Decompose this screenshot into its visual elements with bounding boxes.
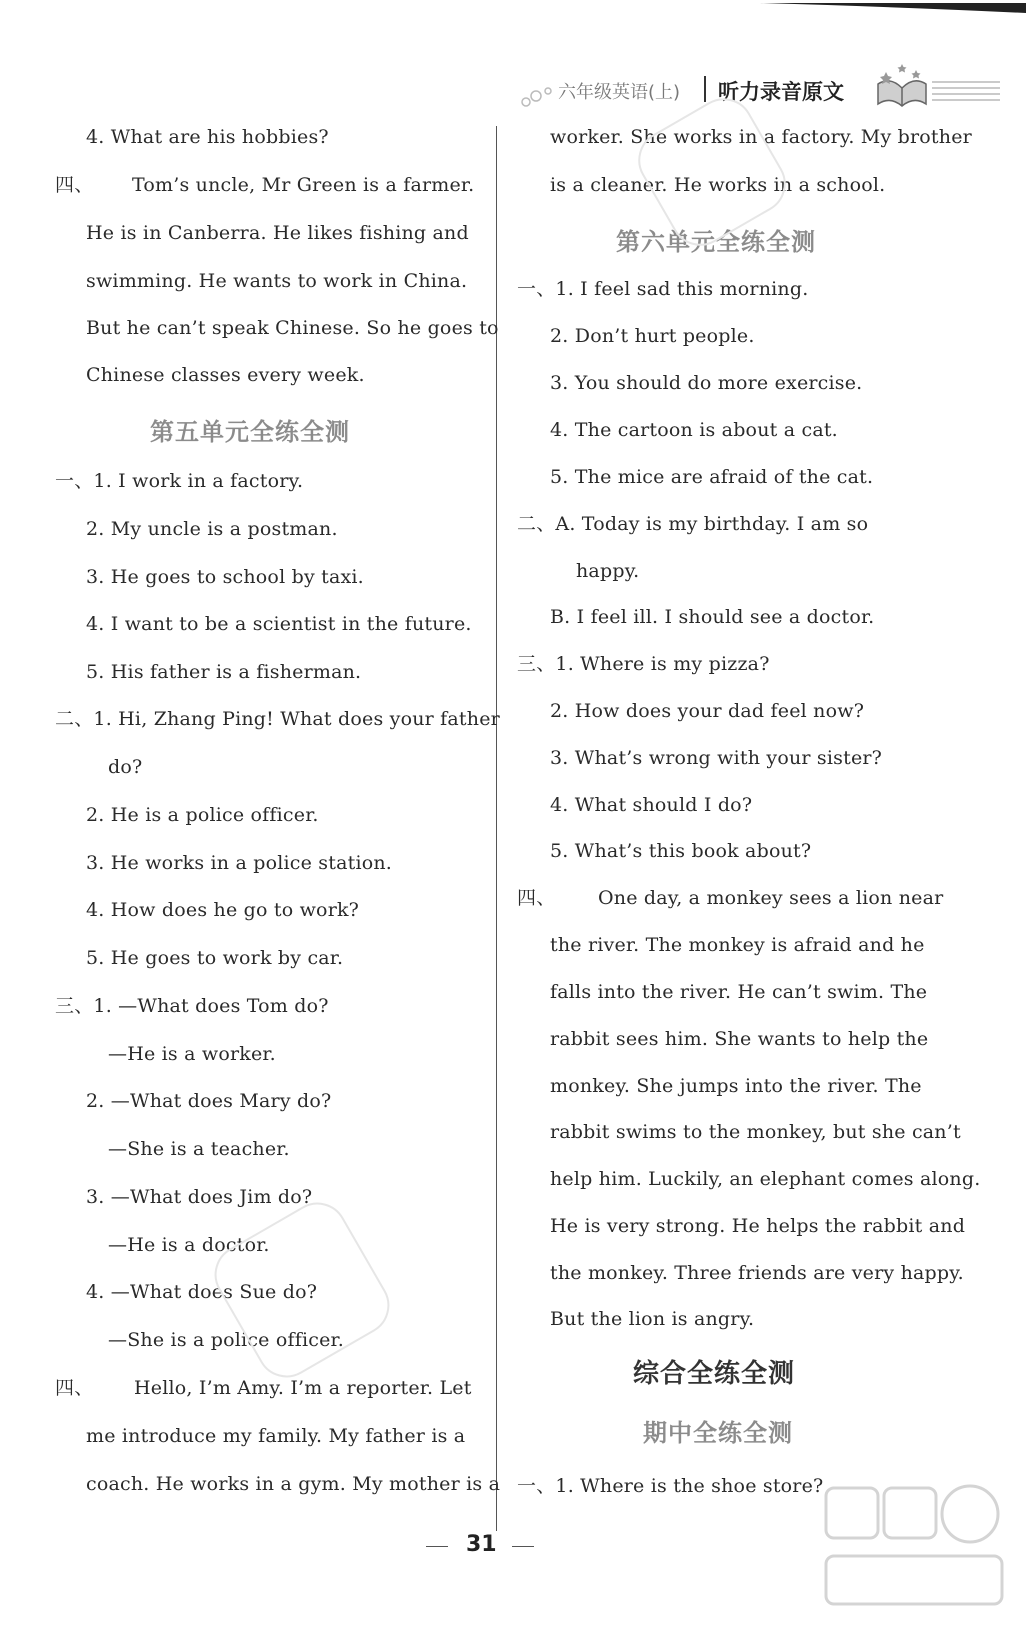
left-text-line: Hello, I’m Amy. I’m a reporter. Let	[134, 1377, 472, 1399]
left-text-line: 5. His father is a fisherman.	[86, 661, 362, 683]
section-heading: 综合全练全测	[633, 1359, 796, 1389]
right-text-line: worker. She works in a factory. My brother	[550, 126, 972, 148]
left-text-line: 2. My uncle is a postman.	[86, 518, 338, 540]
right-text-line: the monkey. Three friends are very happy.	[550, 1262, 964, 1284]
watermark-logo-mark	[820, 1474, 1010, 1622]
right-text-line: monkey. She jumps into the river. The	[550, 1075, 922, 1097]
page-footer	[426, 1532, 536, 1562]
left-text-line: 4. I want to be a scientist in the future.	[86, 613, 472, 635]
watermark-stamp	[204, 1192, 401, 1389]
left-text-line: 四、	[55, 1377, 94, 1399]
left-text-line: 二、1. Hi, Zhang Ping! What does your father	[55, 708, 500, 730]
right-text-line: the river. The monkey is afraid and he	[550, 934, 925, 956]
section-heading: 第五单元全练全测	[150, 418, 350, 446]
header-title: 听力录音原文	[718, 80, 844, 104]
left-text-line: 3. He goes to school by taxi.	[86, 566, 364, 588]
left-text-line: —She is a police officer.	[108, 1329, 344, 1351]
page-header	[520, 72, 1000, 112]
right-text-line: He is very strong. He helps the rabbit and	[550, 1215, 966, 1237]
right-text-line: 二、A. Today is my birthday. I am so	[517, 513, 869, 535]
right-text-line: 一、1. Where is the shoe store?	[517, 1475, 824, 1497]
left-text-line: 3. He works in a police station.	[86, 852, 393, 874]
right-text-line: happy.	[576, 560, 640, 582]
section-heading: 第六单元全练全测	[616, 228, 816, 256]
left-text-line: swimming. He wants to work in China.	[86, 270, 468, 292]
header-separator	[704, 76, 706, 102]
left-text-line: 5. He goes to work by car.	[86, 947, 344, 969]
left-text-line: 4. What are his hobbies?	[86, 126, 329, 148]
left-text-line: 一、1. I work in a factory.	[55, 470, 304, 492]
left-text-line: 2. —What does Mary do?	[86, 1090, 332, 1112]
page-number: 31	[466, 1532, 497, 1557]
header-stripes	[932, 76, 1000, 106]
right-text-line: 4. What should I do?	[550, 794, 753, 816]
bubble-decoration-icon	[520, 86, 560, 108]
left-text-line: 三、1. —What does Tom do?	[55, 995, 329, 1017]
right-text-line: 5. What’s this book about?	[550, 840, 812, 862]
watermark-logo	[820, 1474, 1010, 1622]
left-text-line: —She is a teacher.	[108, 1138, 290, 1160]
right-text-line: 4. The cartoon is about a cat.	[550, 419, 838, 441]
right-text-line: 2. How does your dad feel now?	[550, 700, 865, 722]
left-text-line: coach. He works in a gym. My mother is a	[86, 1473, 501, 1495]
header-subtitle: 六年级英语(上)	[558, 82, 681, 103]
right-text-line: 2. Don’t hurt people.	[550, 325, 755, 347]
right-text-line: rabbit sees him. She wants to help the	[550, 1028, 929, 1050]
right-text-line: B. I feel ill. I should see a doctor.	[550, 606, 875, 628]
left-text-line: do?	[108, 756, 143, 778]
left-text-line: 四、	[55, 174, 94, 196]
right-text-line: One day, a monkey sees a lion near	[598, 887, 944, 909]
open-book-icon	[872, 62, 932, 110]
right-text-line: 四、	[517, 887, 556, 909]
left-text-line: 4. How does he go to work?	[86, 899, 360, 921]
left-text-line: Tom’s uncle, Mr Green is a farmer.	[132, 174, 475, 196]
left-text-line: me introduce my family. My father is a	[86, 1425, 466, 1447]
right-text-line: help him. Luckily, an elephant comes along.	[550, 1168, 981, 1190]
right-text-line: falls into the river. He can’t swim. The	[550, 981, 928, 1003]
footer-rule-right	[512, 1546, 534, 1547]
right-text-line: But the lion is angry.	[550, 1308, 755, 1330]
left-text-line: 4. —What does Sue do?	[86, 1281, 318, 1303]
right-text-line: 一、1. I feel sad this morning.	[517, 278, 809, 300]
right-text-line: 三、1. Where is my pizza?	[517, 653, 770, 675]
left-text-line: 3. —What does Jim do?	[86, 1186, 313, 1208]
left-text-line: —He is a worker.	[108, 1043, 276, 1065]
left-text-line: But he can’t speak Chinese. So he goes to	[86, 317, 499, 339]
left-text-line: He is in Canberra. He likes fishing and	[86, 222, 469, 244]
left-text-line: —He is a doctor.	[108, 1234, 270, 1256]
left-text-line: Chinese classes every week.	[86, 364, 365, 386]
right-text-line: rabbit swims to the monkey, but she can’t	[550, 1121, 961, 1143]
section-heading: 期中全练全测	[643, 1419, 793, 1447]
right-text-line: 3. What’s wrong with your sister?	[550, 747, 883, 769]
left-text-line: 2. He is a police officer.	[86, 804, 319, 826]
top-edge-shadow	[0, 0, 1026, 10]
right-text-line: 3. You should do more exercise.	[550, 372, 863, 394]
right-text-line: is a cleaner. He works in a school.	[550, 174, 886, 196]
right-text-line: 5. The mice are afraid of the cat.	[550, 466, 874, 488]
footer-rule-left	[426, 1546, 448, 1547]
